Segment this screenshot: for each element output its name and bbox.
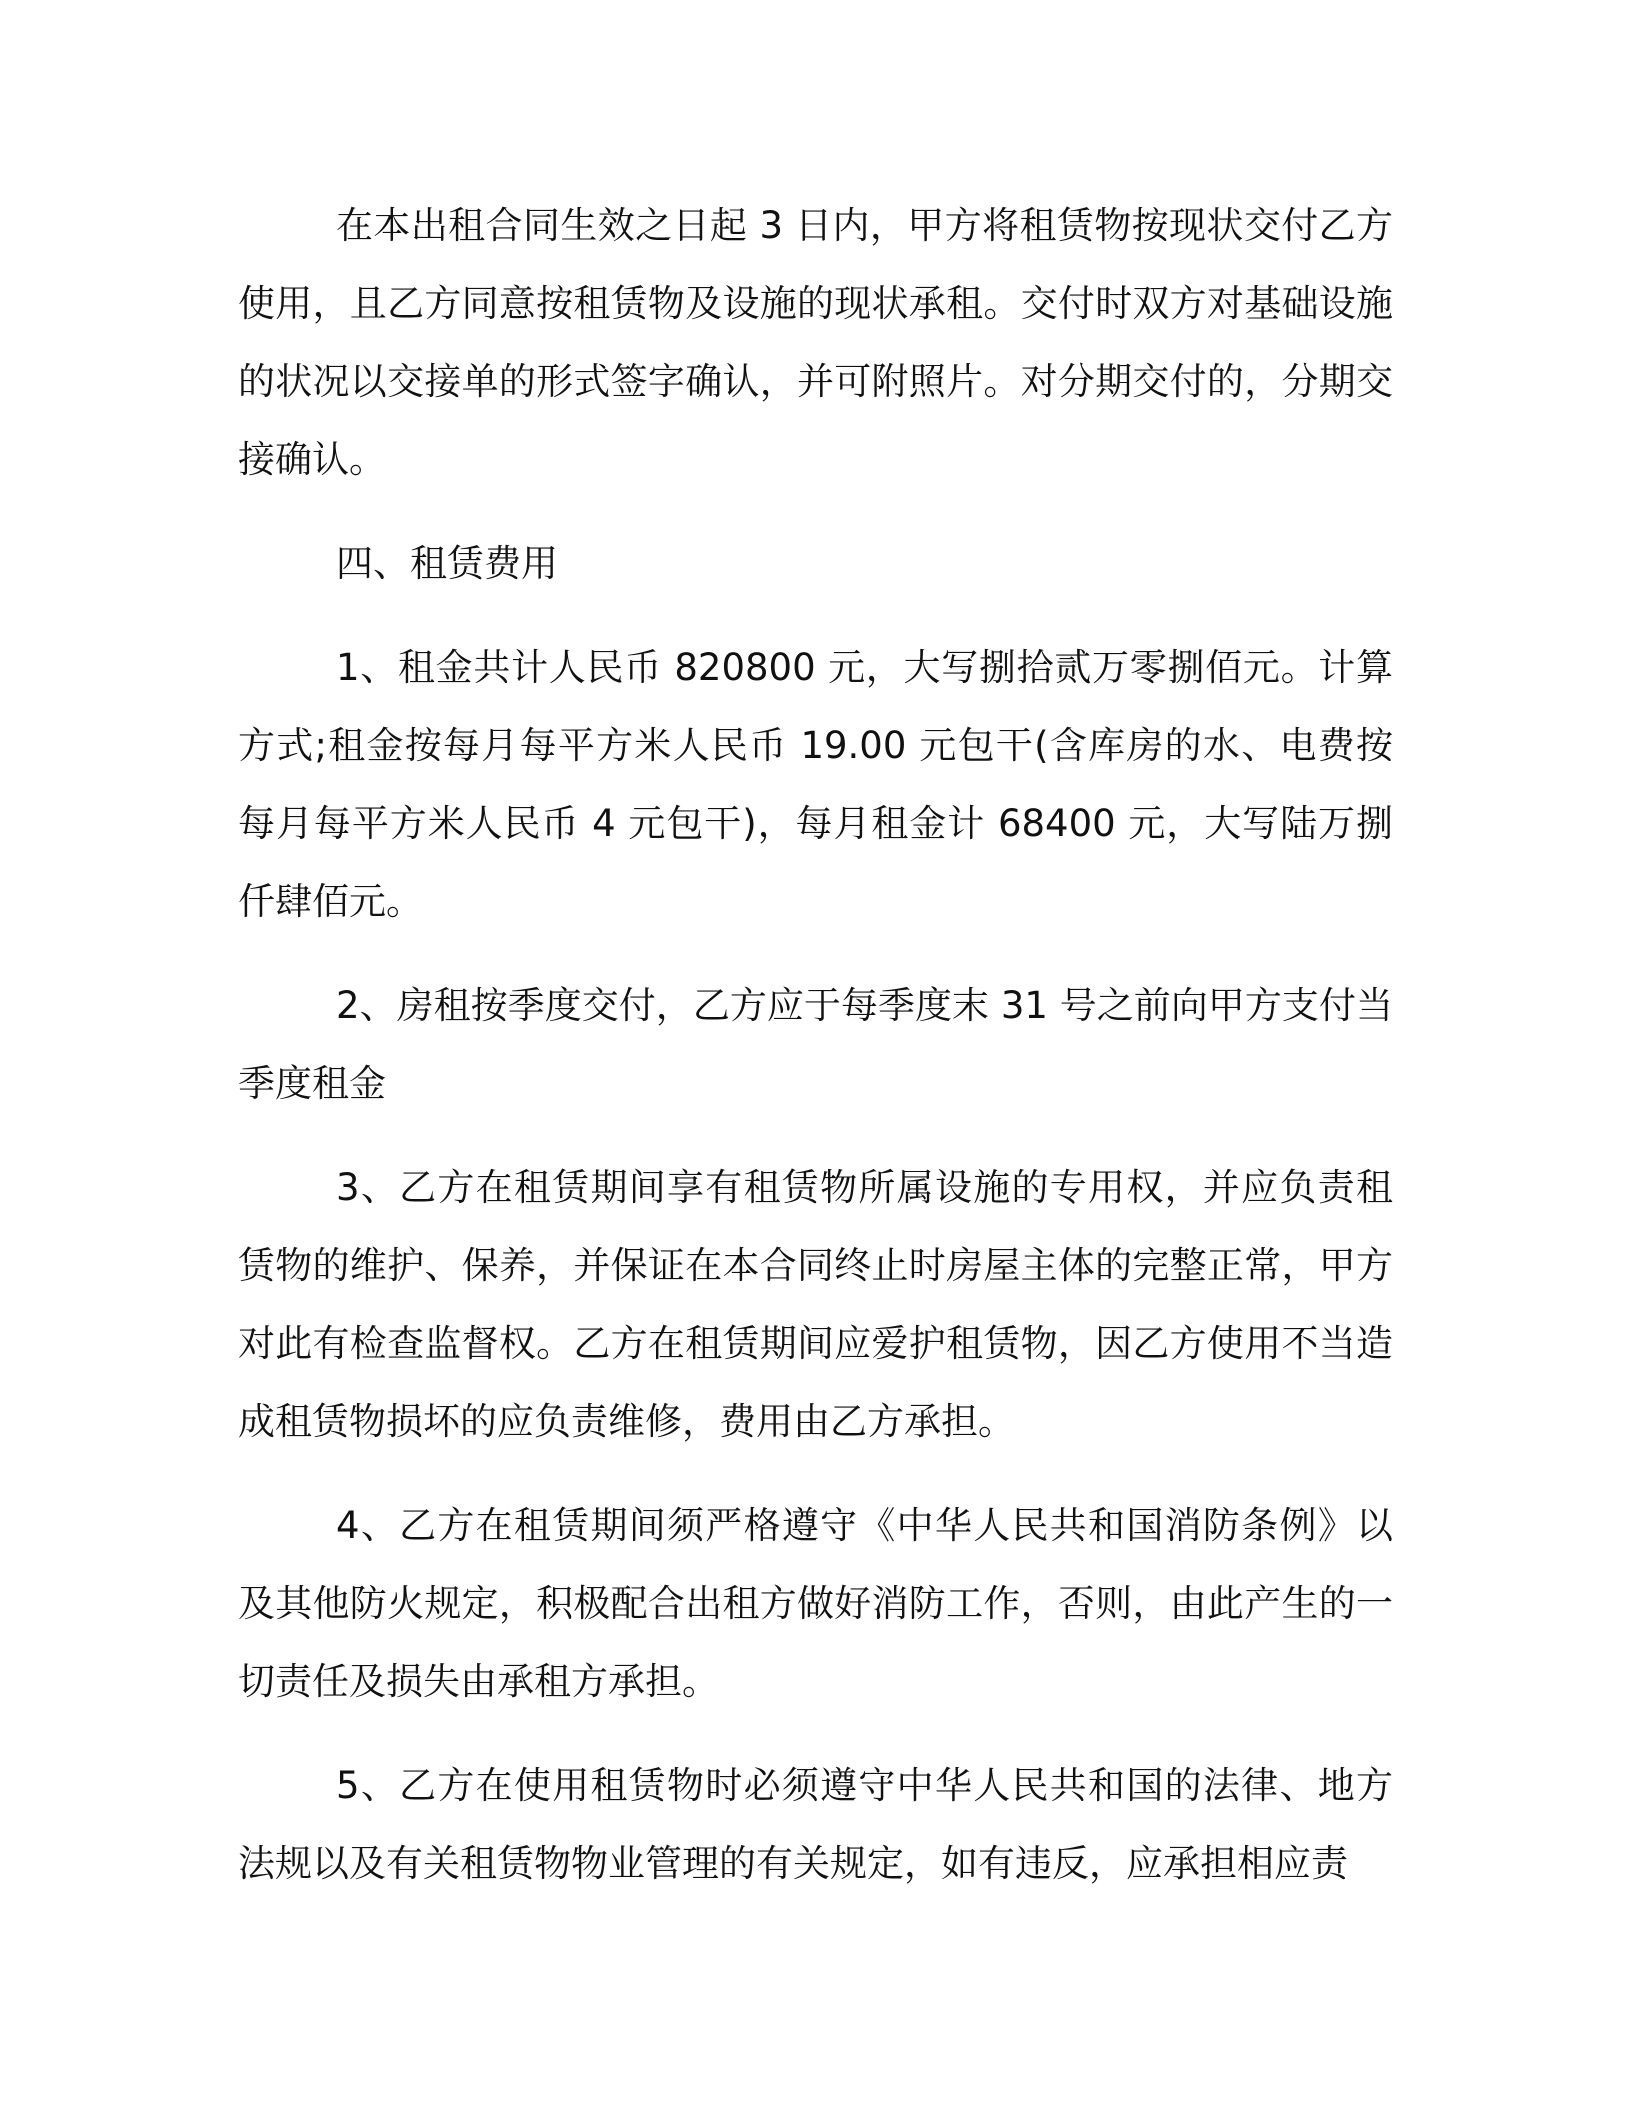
paragraph-clause-3: 3、乙方在租赁期间享有租赁物所属设施的专用权，并应负责租赁物的维护、保养，并保证在本合同终止时房屋主体的完整正常，甲方对此有检查监督权。乙方在租赁期间应爱护租赁物，因乙方使用不当造成租赁物损坏的应负责维修，费用由乙方承担。 — [238, 1166, 1393, 1443]
paragraph-clause-2: 2、房租按季度交付，乙方应于每季度末 31 号之前向甲方支付当季度租金 — [238, 984, 1393, 1105]
paragraph-clause-1: 1、租金共计人民币 820800 元，大写捌拾贰万零捌佰元。计算方式;租金按每月每平方米人民币 19.00 元包干(含库房的水、电费按每月每平方米人民币 4 元包干)，每月租金计 68400 元，大写陆万捌仟肆佰元。 — [238, 646, 1393, 923]
paragraph-delivery-terms: 在本出租合同生效之日起 3 日内，甲方将租赁物按现状交付乙方使用，且乙方同意按租赁物及设施的现状承租。交付时双方对基础设施的状况以交接单的形式签字确认，并可附照片。对分期交付的，分期交接确认。 — [238, 204, 1393, 481]
document-body — [238, 187, 1393, 1929]
section-heading-rental-fees: 四、租赁费用 — [336, 542, 558, 585]
paragraph-clause-4: 4、乙方在租赁期间须严格遵守《中华人民共和国消防条例》以及其他防火规定，积极配合出租方做好消防工作，否则，由此产生的一切责任及损失由承租方承担。 — [238, 1504, 1393, 1703]
paragraph-clause-5: 5、乙方在使用租赁物时必须遵守中华人民共和国的法律、地方法规以及有关租赁物物业管理的有关规定，如有违反，应承担相应责 — [238, 1764, 1393, 1885]
